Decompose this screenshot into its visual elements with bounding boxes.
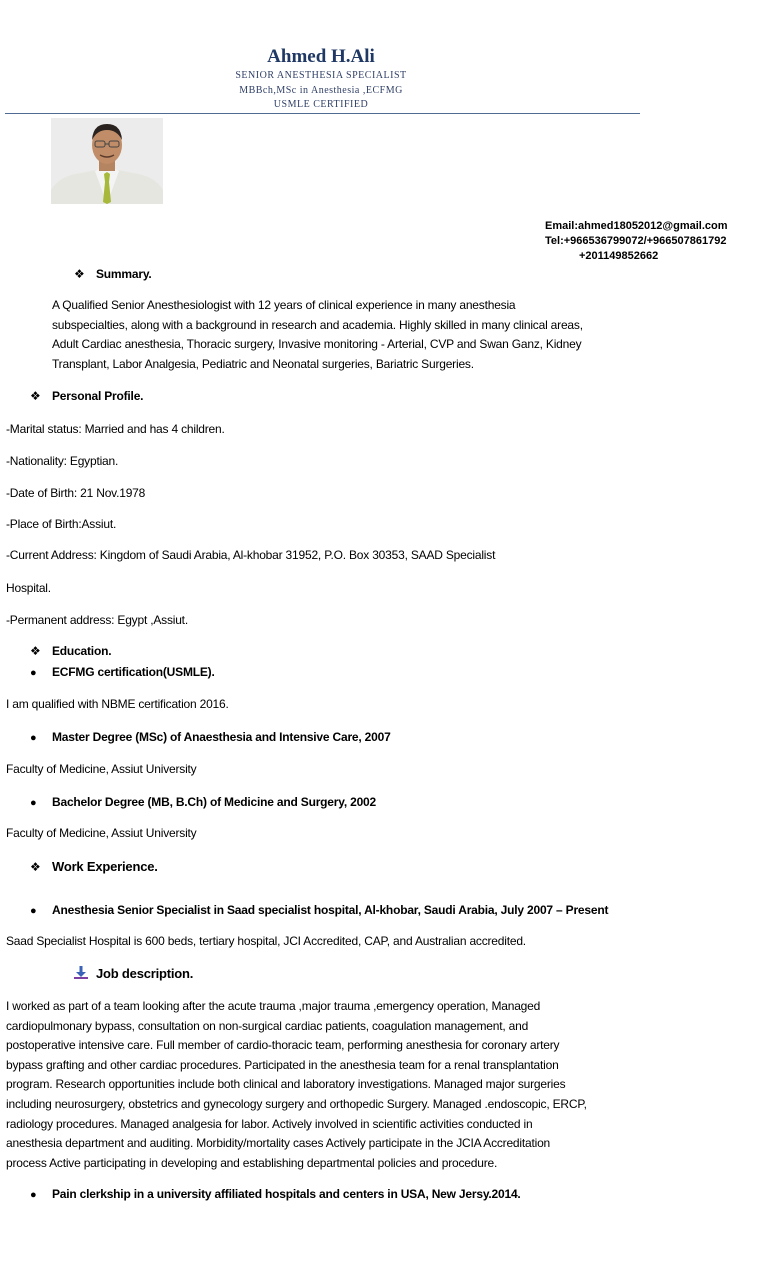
- arrow-bullet-icon: [74, 966, 96, 982]
- current-address-cont: Hospital.: [6, 581, 51, 595]
- summary-line: Transplant, Labor Analgesia, Pediatric and Neonatal surgeries, Bariatric Surgeries.: [52, 356, 474, 371]
- diamond-bullet-icon: ❖: [74, 267, 85, 281]
- job-description-line: including neurosurgery, obstetrics and gynecology surgery and orthopedic Surgery. Managed .endoscopic, ERCP,: [6, 1096, 587, 1111]
- job-description-line: radiology procedures. Managed analgesia for labor. Actively involved in scientific activities conducted in: [6, 1116, 533, 1131]
- permanent-address: -Permanent address: Egypt ,Assiut.: [6, 613, 188, 627]
- profile-photo: [51, 118, 163, 204]
- job-description-heading: [74, 966, 193, 982]
- education-item-desc: I am qualified with NBME certification 2016.: [6, 697, 229, 711]
- job-description-line: program. Research opportunities include both clinical and laboratory investigations. Managed major surgeries: [6, 1077, 566, 1092]
- education-item: [30, 730, 391, 744]
- round-bullet-icon: ●: [30, 732, 37, 744]
- education-item: [30, 795, 376, 809]
- job-description-paragraph: [6, 997, 587, 1173]
- education-item-desc: Faculty of Medicine, Assiut University: [6, 762, 197, 776]
- round-bullet-icon: ●: [30, 1189, 37, 1201]
- education-item-title: Bachelor Degree (MB, B.Ch) of Medicine and Surgery, 2002: [52, 795, 376, 809]
- job-title-text: Pain clerkship in a university affiliated hospitals and centers in USA, New Jersy.2014.: [52, 1187, 521, 1201]
- header-divider: [5, 113, 640, 114]
- marital-status: -Marital status: Married and has 4 children.: [6, 422, 225, 436]
- job-title: [30, 1187, 521, 1201]
- work-heading: [30, 859, 158, 874]
- job-description-line: cardiopulmonary bypass, consultation on non-surgical cardiac patients, coagulation management, and: [6, 1018, 529, 1033]
- job-description-heading-text: Job description.: [96, 966, 194, 981]
- header-title: SENIOR ANESTHESIA SPECIALIST: [235, 70, 407, 81]
- job-description-line: process Active participating in developing and establishing departmental policies and procedure.: [6, 1155, 498, 1170]
- header-certification: USMLE CERTIFIED: [273, 99, 369, 110]
- current-address: -Current Address: Kingdom of Saudi Arabia, Al-khobar 31952, P.O. Box 30353, SAAD Specialist: [6, 548, 496, 562]
- education-item-title: ECFMG certification(USMLE).: [52, 665, 215, 679]
- work-heading-text: Work Experience.: [52, 859, 158, 874]
- round-bullet-icon: ●: [30, 667, 37, 679]
- summary-heading-text: Summary.: [96, 267, 152, 281]
- summary-line: subspecialties, along with a background in research and academia. Highly skilled in many clinical areas,: [52, 317, 583, 332]
- contact-phone-2: +201149852662: [579, 250, 659, 262]
- diamond-bullet-icon: ❖: [30, 860, 41, 874]
- education-heading: [30, 644, 111, 658]
- education-item: [30, 665, 215, 679]
- job-hospital-desc: Saad Specialist Hospital is 600 beds, tertiary hospital, JCI Accredited, CAP, and Australian accredited.: [6, 934, 526, 948]
- resume-name: Ahmed H.Ali: [267, 46, 375, 67]
- contact-phone: Tel:+966536799072/+966507861792: [545, 235, 727, 247]
- diamond-bullet-icon: ❖: [30, 389, 41, 403]
- summary-line: A Qualified Senior Anesthesiologist with 12 years of clinical experience in many anesthesia: [52, 298, 516, 312]
- date-of-birth: -Date of Birth: 21 Nov.1978: [6, 486, 146, 500]
- diamond-bullet-icon: ❖: [30, 644, 41, 658]
- education-item-title: Master Degree (MSc) of Anaesthesia and Intensive Care, 2007: [52, 730, 391, 744]
- summary-line: Adult Cardiac anesthesia, Thoracic surgery, Invasive monitoring - Arterial, CVP and Swan Ganz, Kidney: [52, 337, 582, 352]
- job-title-text: Anesthesia Senior Specialist in Saad specialist hospital, Al-khobar, Saudi Arabia, July 2007 – Present: [52, 903, 609, 917]
- header-degrees: MBBch,MSc in Anesthesia ,ECFMG: [239, 85, 403, 96]
- job-description-line: postoperative intensive care. Full member of cardio-thoracic team, performing anesthesia for coronary artery: [6, 1038, 560, 1053]
- profile-heading-text: Personal Profile.: [52, 389, 144, 403]
- education-heading-text: Education.: [52, 644, 112, 658]
- place-of-birth: -Place of Birth:Assiut.: [6, 517, 117, 531]
- job-title: [30, 903, 608, 917]
- summary-heading: [74, 267, 152, 281]
- round-bullet-icon: ●: [30, 797, 37, 809]
- education-item-desc: Faculty of Medicine, Assiut University: [6, 826, 197, 840]
- job-description-line: bypass grafting and other cardiac procedures. Participated in the anesthesia team for a renal transplantation: [6, 1057, 559, 1072]
- person-photo-icon: [51, 118, 163, 204]
- nationality: -Nationality: Egyptian.: [6, 454, 119, 468]
- job-description-line: I worked as part of a team looking after the acute trauma ,major trauma ,emergency operation, Managed: [6, 999, 541, 1013]
- profile-heading: [30, 389, 143, 403]
- round-bullet-icon: ●: [30, 905, 37, 917]
- job-description-line: anesthesia department and auditing. Morbidity/mortality cases Actively participate in the JCIA Accreditation: [6, 1136, 551, 1151]
- summary-paragraph: [52, 296, 583, 374]
- contact-email: Email:ahmed18052012@gmail.com: [545, 220, 728, 232]
